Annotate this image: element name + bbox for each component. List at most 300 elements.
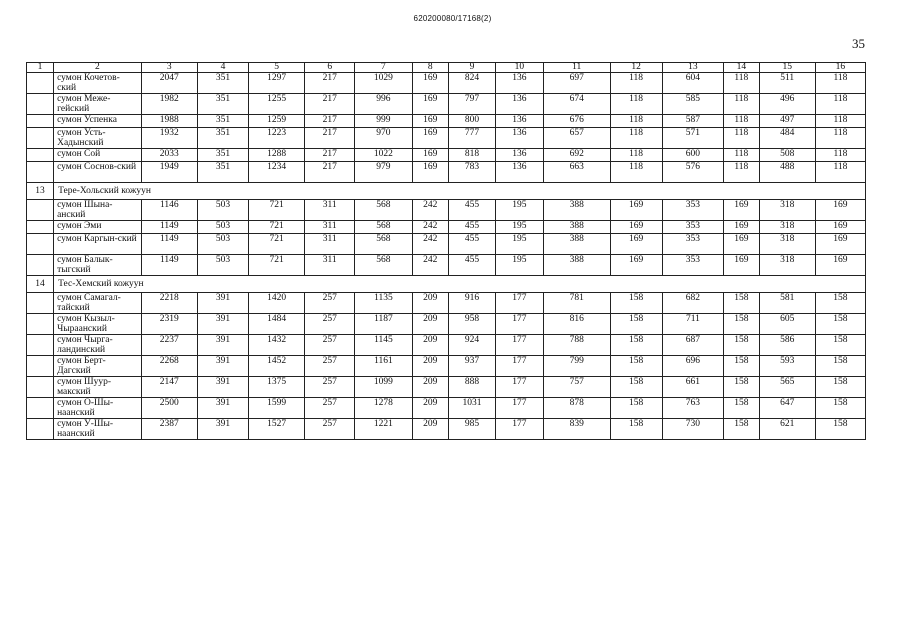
value-cell: 2387 (141, 419, 197, 440)
table-row (27, 398, 866, 419)
value-cell: 158 (815, 419, 865, 440)
row-number (27, 356, 54, 377)
value-cell: 711 (662, 314, 723, 335)
value-cell: 1420 (248, 293, 304, 314)
value-cell: 1149 (141, 234, 197, 255)
value-cell: 2147 (141, 377, 197, 398)
value-cell: 1146 (141, 200, 197, 221)
value-cell: 1949 (141, 162, 197, 183)
value-cell: 257 (305, 293, 355, 314)
settlement-name: сумон Шуур-макский (54, 377, 142, 398)
value-cell: 763 (662, 398, 723, 419)
value-cell: 242 (412, 255, 448, 276)
column-header: 1 (27, 63, 54, 73)
value-cell: 1031 (449, 398, 496, 419)
value-cell: 455 (449, 255, 496, 276)
row-number (27, 221, 54, 234)
value-cell: 1982 (141, 94, 197, 115)
value-cell: 511 (759, 73, 815, 94)
value-cell: 661 (662, 377, 723, 398)
value-cell: 488 (759, 162, 815, 183)
value-cell: 118 (610, 149, 662, 162)
settlement-name: сумон Кызыл-Чыраанский (54, 314, 142, 335)
value-cell: 1484 (248, 314, 304, 335)
value-cell: 1288 (248, 149, 304, 162)
value-cell: 118 (815, 94, 865, 115)
value-cell: 565 (759, 377, 815, 398)
value-cell: 455 (449, 221, 496, 234)
value-cell: 318 (759, 221, 815, 234)
value-cell: 1135 (355, 293, 412, 314)
table-row (27, 234, 866, 255)
value-cell: 496 (759, 94, 815, 115)
table-row (27, 419, 866, 440)
value-cell: 311 (305, 234, 355, 255)
value-cell: 970 (355, 128, 412, 149)
value-cell: 687 (662, 335, 723, 356)
value-cell: 257 (305, 356, 355, 377)
value-cell: 777 (449, 128, 496, 149)
value-cell: 391 (197, 335, 248, 356)
value-cell: 1029 (355, 73, 412, 94)
value-cell: 118 (724, 115, 759, 128)
table-row (27, 255, 866, 276)
value-cell: 581 (759, 293, 815, 314)
value-cell: 169 (412, 115, 448, 128)
value-cell: 169 (610, 255, 662, 276)
value-cell: 503 (197, 234, 248, 255)
value-cell: 1234 (248, 162, 304, 183)
value-cell: 169 (815, 200, 865, 221)
value-cell: 1375 (248, 377, 304, 398)
value-cell: 996 (355, 94, 412, 115)
value-cell: 605 (759, 314, 815, 335)
value-cell: 158 (815, 398, 865, 419)
table-row (27, 162, 866, 183)
value-cell: 958 (449, 314, 496, 335)
value-cell: 209 (412, 293, 448, 314)
value-cell: 593 (759, 356, 815, 377)
section-row (27, 183, 866, 200)
table-row (27, 221, 866, 234)
value-cell: 1527 (248, 419, 304, 440)
value-cell: 571 (662, 128, 723, 149)
value-cell: 118 (815, 128, 865, 149)
column-header: 10 (495, 63, 543, 73)
table-row (27, 94, 866, 115)
value-cell: 1161 (355, 356, 412, 377)
value-cell: 1932 (141, 128, 197, 149)
value-cell: 391 (197, 293, 248, 314)
value-cell: 647 (759, 398, 815, 419)
value-cell: 136 (495, 162, 543, 183)
value-cell: 2319 (141, 314, 197, 335)
value-cell: 311 (305, 255, 355, 276)
value-cell: 118 (724, 73, 759, 94)
value-cell: 118 (724, 149, 759, 162)
value-cell: 721 (248, 234, 304, 255)
value-cell: 388 (543, 234, 610, 255)
row-number (27, 234, 54, 255)
row-number (27, 255, 54, 276)
column-header: 12 (610, 63, 662, 73)
value-cell: 169 (412, 128, 448, 149)
value-cell: 503 (197, 221, 248, 234)
value-cell: 217 (305, 94, 355, 115)
value-cell: 916 (449, 293, 496, 314)
column-header: 13 (662, 63, 723, 73)
column-header: 15 (759, 63, 815, 73)
value-cell: 169 (610, 221, 662, 234)
value-cell: 158 (610, 419, 662, 440)
value-cell: 497 (759, 115, 815, 128)
value-cell: 195 (495, 234, 543, 255)
value-cell: 1988 (141, 115, 197, 128)
value-cell: 1221 (355, 419, 412, 440)
value-cell: 682 (662, 293, 723, 314)
value-cell: 257 (305, 314, 355, 335)
value-cell: 118 (815, 149, 865, 162)
settlement-name: сумон Берт-Дагский (54, 356, 142, 377)
value-cell: 1452 (248, 356, 304, 377)
row-number (27, 293, 54, 314)
value-cell: 158 (724, 356, 759, 377)
row-number (27, 149, 54, 162)
value-cell: 217 (305, 162, 355, 183)
value-cell: 209 (412, 398, 448, 419)
value-cell: 209 (412, 335, 448, 356)
value-cell: 257 (305, 419, 355, 440)
table-row (27, 73, 866, 94)
value-cell: 158 (610, 293, 662, 314)
value-cell: 391 (197, 398, 248, 419)
settlement-name: сумон О-Шы-наанский (54, 398, 142, 419)
value-cell: 503 (197, 255, 248, 276)
value-cell: 158 (610, 398, 662, 419)
document-id: 620200080/17168(2) (413, 14, 492, 23)
value-cell: 118 (610, 128, 662, 149)
value-cell: 568 (355, 255, 412, 276)
value-cell: 257 (305, 398, 355, 419)
column-header: 5 (248, 63, 304, 73)
settlement-name: сумон Эми (54, 221, 142, 234)
value-cell: 1297 (248, 73, 304, 94)
value-cell: 209 (412, 419, 448, 440)
value-cell: 1022 (355, 149, 412, 162)
value-cell: 169 (724, 221, 759, 234)
value-cell: 195 (495, 200, 543, 221)
value-cell: 800 (449, 115, 496, 128)
settlement-name: сумон Шына-анский (54, 200, 142, 221)
value-cell: 391 (197, 314, 248, 335)
value-cell: 136 (495, 73, 543, 94)
section-title: Тес-Хемский кожуун (54, 276, 866, 293)
value-cell: 1278 (355, 398, 412, 419)
value-cell: 169 (815, 255, 865, 276)
section-title: Тере-Хольский кожуун (54, 183, 866, 200)
value-cell: 924 (449, 335, 496, 356)
value-cell: 1145 (355, 335, 412, 356)
section-row (27, 276, 866, 293)
value-cell: 824 (449, 73, 496, 94)
value-cell: 781 (543, 293, 610, 314)
value-cell: 1149 (141, 221, 197, 234)
value-cell: 388 (543, 200, 610, 221)
value-cell: 158 (610, 314, 662, 335)
value-cell: 177 (495, 419, 543, 440)
value-cell: 158 (724, 398, 759, 419)
row-number (27, 94, 54, 115)
value-cell: 242 (412, 234, 448, 255)
table-row (27, 200, 866, 221)
value-cell: 217 (305, 115, 355, 128)
value-cell: 937 (449, 356, 496, 377)
value-cell: 1149 (141, 255, 197, 276)
value-cell: 169 (412, 162, 448, 183)
value-cell: 318 (759, 234, 815, 255)
value-cell: 2033 (141, 149, 197, 162)
value-cell: 676 (543, 115, 610, 128)
value-cell: 169 (724, 200, 759, 221)
row-number (27, 73, 54, 94)
value-cell: 169 (412, 149, 448, 162)
value-cell: 788 (543, 335, 610, 356)
column-header: 2 (54, 63, 142, 73)
value-cell: 118 (815, 115, 865, 128)
value-cell: 388 (543, 255, 610, 276)
value-cell: 1259 (248, 115, 304, 128)
column-header: 3 (141, 63, 197, 73)
value-cell: 177 (495, 377, 543, 398)
value-cell: 169 (610, 234, 662, 255)
value-cell: 721 (248, 221, 304, 234)
value-cell: 999 (355, 115, 412, 128)
value-cell: 311 (305, 221, 355, 234)
row-number (27, 419, 54, 440)
value-cell: 503 (197, 200, 248, 221)
row-number (27, 162, 54, 183)
value-cell: 318 (759, 255, 815, 276)
value-cell: 586 (759, 335, 815, 356)
value-cell: 169 (724, 255, 759, 276)
value-cell: 177 (495, 398, 543, 419)
table-row (27, 377, 866, 398)
value-cell: 217 (305, 149, 355, 162)
value-cell: 455 (449, 234, 496, 255)
value-cell: 721 (248, 255, 304, 276)
settlement-name: сумон У-Шы-наанский (54, 419, 142, 440)
value-cell: 169 (815, 221, 865, 234)
settlement-name: сумон Меже-гейский (54, 94, 142, 115)
value-cell: 158 (724, 314, 759, 335)
value-cell: 118 (815, 162, 865, 183)
value-cell: 1432 (248, 335, 304, 356)
value-cell: 351 (197, 128, 248, 149)
table-row (27, 293, 866, 314)
settlement-name: сумон Усть-Хадынский (54, 128, 142, 149)
value-cell: 257 (305, 335, 355, 356)
value-cell: 576 (662, 162, 723, 183)
value-cell: 353 (662, 200, 723, 221)
row-number (27, 115, 54, 128)
value-cell: 1099 (355, 377, 412, 398)
value-cell: 878 (543, 398, 610, 419)
value-cell: 663 (543, 162, 610, 183)
value-cell: 816 (543, 314, 610, 335)
value-cell: 351 (197, 149, 248, 162)
value-cell: 508 (759, 149, 815, 162)
value-cell: 391 (197, 419, 248, 440)
column-header: 14 (724, 63, 759, 73)
value-cell: 568 (355, 200, 412, 221)
value-cell: 674 (543, 94, 610, 115)
value-cell: 818 (449, 149, 496, 162)
table-row (27, 149, 866, 162)
value-cell: 696 (662, 356, 723, 377)
value-cell: 158 (815, 356, 865, 377)
value-cell: 783 (449, 162, 496, 183)
value-cell: 351 (197, 94, 248, 115)
value-cell: 600 (662, 149, 723, 162)
value-cell: 2218 (141, 293, 197, 314)
row-number (27, 335, 54, 356)
column-header: 9 (449, 63, 496, 73)
value-cell: 697 (543, 73, 610, 94)
value-cell: 888 (449, 377, 496, 398)
column-header: 16 (815, 63, 865, 73)
value-cell: 353 (662, 255, 723, 276)
table-row (27, 115, 866, 128)
value-cell: 169 (412, 73, 448, 94)
value-cell: 177 (495, 314, 543, 335)
value-cell: 2268 (141, 356, 197, 377)
value-cell: 388 (543, 221, 610, 234)
settlement-name: сумон Сой (54, 149, 142, 162)
value-cell: 158 (610, 335, 662, 356)
value-cell: 209 (412, 377, 448, 398)
value-cell: 217 (305, 128, 355, 149)
value-cell: 621 (759, 419, 815, 440)
value-cell: 757 (543, 377, 610, 398)
value-cell: 2047 (141, 73, 197, 94)
value-cell: 585 (662, 94, 723, 115)
column-header: 8 (412, 63, 448, 73)
table-row (27, 128, 866, 149)
value-cell: 169 (412, 94, 448, 115)
value-cell: 118 (610, 115, 662, 128)
value-cell: 118 (815, 73, 865, 94)
settlement-name: сумон Самагал-тайский (54, 293, 142, 314)
table-row (27, 314, 866, 335)
value-cell: 169 (815, 234, 865, 255)
section-number: 14 (27, 276, 54, 293)
value-cell: 158 (815, 293, 865, 314)
value-cell: 158 (724, 419, 759, 440)
row-number (27, 314, 54, 335)
value-cell: 177 (495, 293, 543, 314)
value-cell: 353 (662, 221, 723, 234)
value-cell: 209 (412, 314, 448, 335)
value-cell: 242 (412, 221, 448, 234)
value-cell: 721 (248, 200, 304, 221)
settlement-name: сумон Соснов-ский (54, 162, 142, 183)
value-cell: 484 (759, 128, 815, 149)
table-row (27, 335, 866, 356)
settlement-name: сумон Успенка (54, 115, 142, 128)
value-cell: 158 (815, 314, 865, 335)
value-cell: 136 (495, 115, 543, 128)
value-cell: 118 (610, 162, 662, 183)
value-cell: 158 (724, 335, 759, 356)
value-cell: 351 (197, 115, 248, 128)
value-cell: 2237 (141, 335, 197, 356)
value-cell: 136 (495, 149, 543, 162)
value-cell: 318 (759, 200, 815, 221)
value-cell: 118 (724, 162, 759, 183)
value-cell: 242 (412, 200, 448, 221)
value-cell: 587 (662, 115, 723, 128)
value-cell: 1599 (248, 398, 304, 419)
value-cell: 158 (815, 335, 865, 356)
value-cell: 797 (449, 94, 496, 115)
value-cell: 568 (355, 234, 412, 255)
value-cell: 217 (305, 73, 355, 94)
column-header: 11 (543, 63, 610, 73)
value-cell: 1187 (355, 314, 412, 335)
value-cell: 692 (543, 149, 610, 162)
page-number: 35 (852, 36, 865, 51)
settlement-name: сумон Кочетов-ский (54, 73, 142, 94)
row-number (27, 377, 54, 398)
column-header: 6 (305, 63, 355, 73)
row-number (27, 200, 54, 221)
value-cell: 351 (197, 162, 248, 183)
value-cell: 391 (197, 356, 248, 377)
value-cell: 169 (724, 234, 759, 255)
row-number (27, 398, 54, 419)
settlement-name: сумон Каргын-ский (54, 234, 142, 255)
value-cell: 118 (724, 94, 759, 115)
value-cell: 979 (355, 162, 412, 183)
value-cell: 257 (305, 377, 355, 398)
value-cell: 730 (662, 419, 723, 440)
value-cell: 568 (355, 221, 412, 234)
value-cell: 177 (495, 356, 543, 377)
value-cell: 158 (610, 356, 662, 377)
value-cell: 985 (449, 419, 496, 440)
value-cell: 311 (305, 200, 355, 221)
row-number (27, 128, 54, 149)
value-cell: 209 (412, 356, 448, 377)
value-cell: 195 (495, 221, 543, 234)
value-cell: 136 (495, 128, 543, 149)
value-cell: 839 (543, 419, 610, 440)
value-cell: 2500 (141, 398, 197, 419)
value-cell: 158 (610, 377, 662, 398)
value-cell: 118 (610, 94, 662, 115)
value-cell: 136 (495, 94, 543, 115)
value-cell: 169 (610, 200, 662, 221)
column-header: 4 (197, 63, 248, 73)
value-cell: 1223 (248, 128, 304, 149)
data-table (26, 62, 866, 440)
value-cell: 158 (815, 377, 865, 398)
column-header: 7 (355, 63, 412, 73)
value-cell: 351 (197, 73, 248, 94)
settlement-name: сумон Балык-тыгский (54, 255, 142, 276)
value-cell: 195 (495, 255, 543, 276)
value-cell: 353 (662, 234, 723, 255)
